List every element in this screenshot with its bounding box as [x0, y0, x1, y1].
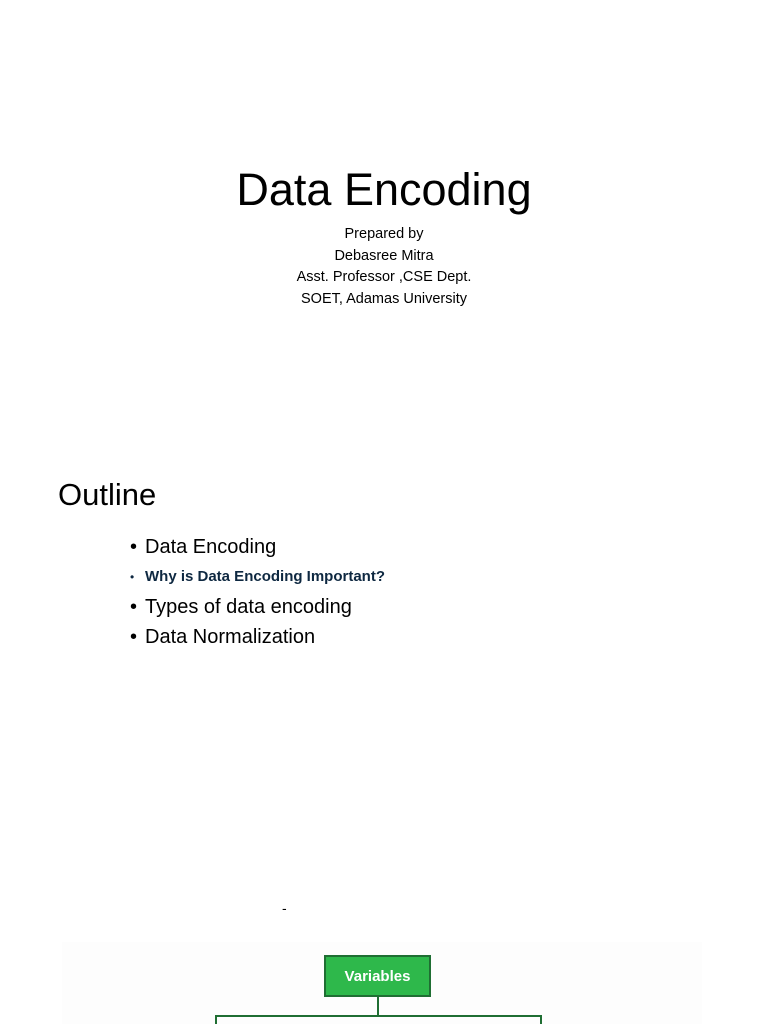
outline-list [130, 532, 385, 652]
bullet-icon: • [130, 536, 138, 558]
bullet-icon: • [130, 626, 138, 648]
document-title: Data Encoding [236, 164, 532, 215]
bullet-icon: • [130, 596, 138, 618]
list-item-label: Why is Data Encoding Important? [145, 568, 386, 585]
list-item [130, 622, 385, 652]
stray-mark: - [282, 900, 287, 916]
author-position: Asst. Professor ,CSE Dept. [296, 269, 472, 285]
bullet-icon: • [130, 570, 135, 584]
list-item-label: Types of data encoding [145, 596, 352, 618]
author-block [0, 224, 768, 310]
prepared-by-line: Prepared by [344, 226, 424, 242]
variables-node: Variables [324, 955, 431, 997]
variables-diagram [62, 942, 702, 1024]
list-item [130, 592, 385, 622]
outline-heading: Outline [58, 477, 157, 512]
list-item [130, 562, 385, 592]
author-name: Debasree Mitra [334, 247, 434, 264]
list-item-label: Data Normalization [145, 626, 316, 648]
list-item [130, 532, 385, 562]
list-item-label: Data Encoding [145, 536, 277, 558]
author-affiliation: SOET, Adamas University [301, 290, 467, 307]
